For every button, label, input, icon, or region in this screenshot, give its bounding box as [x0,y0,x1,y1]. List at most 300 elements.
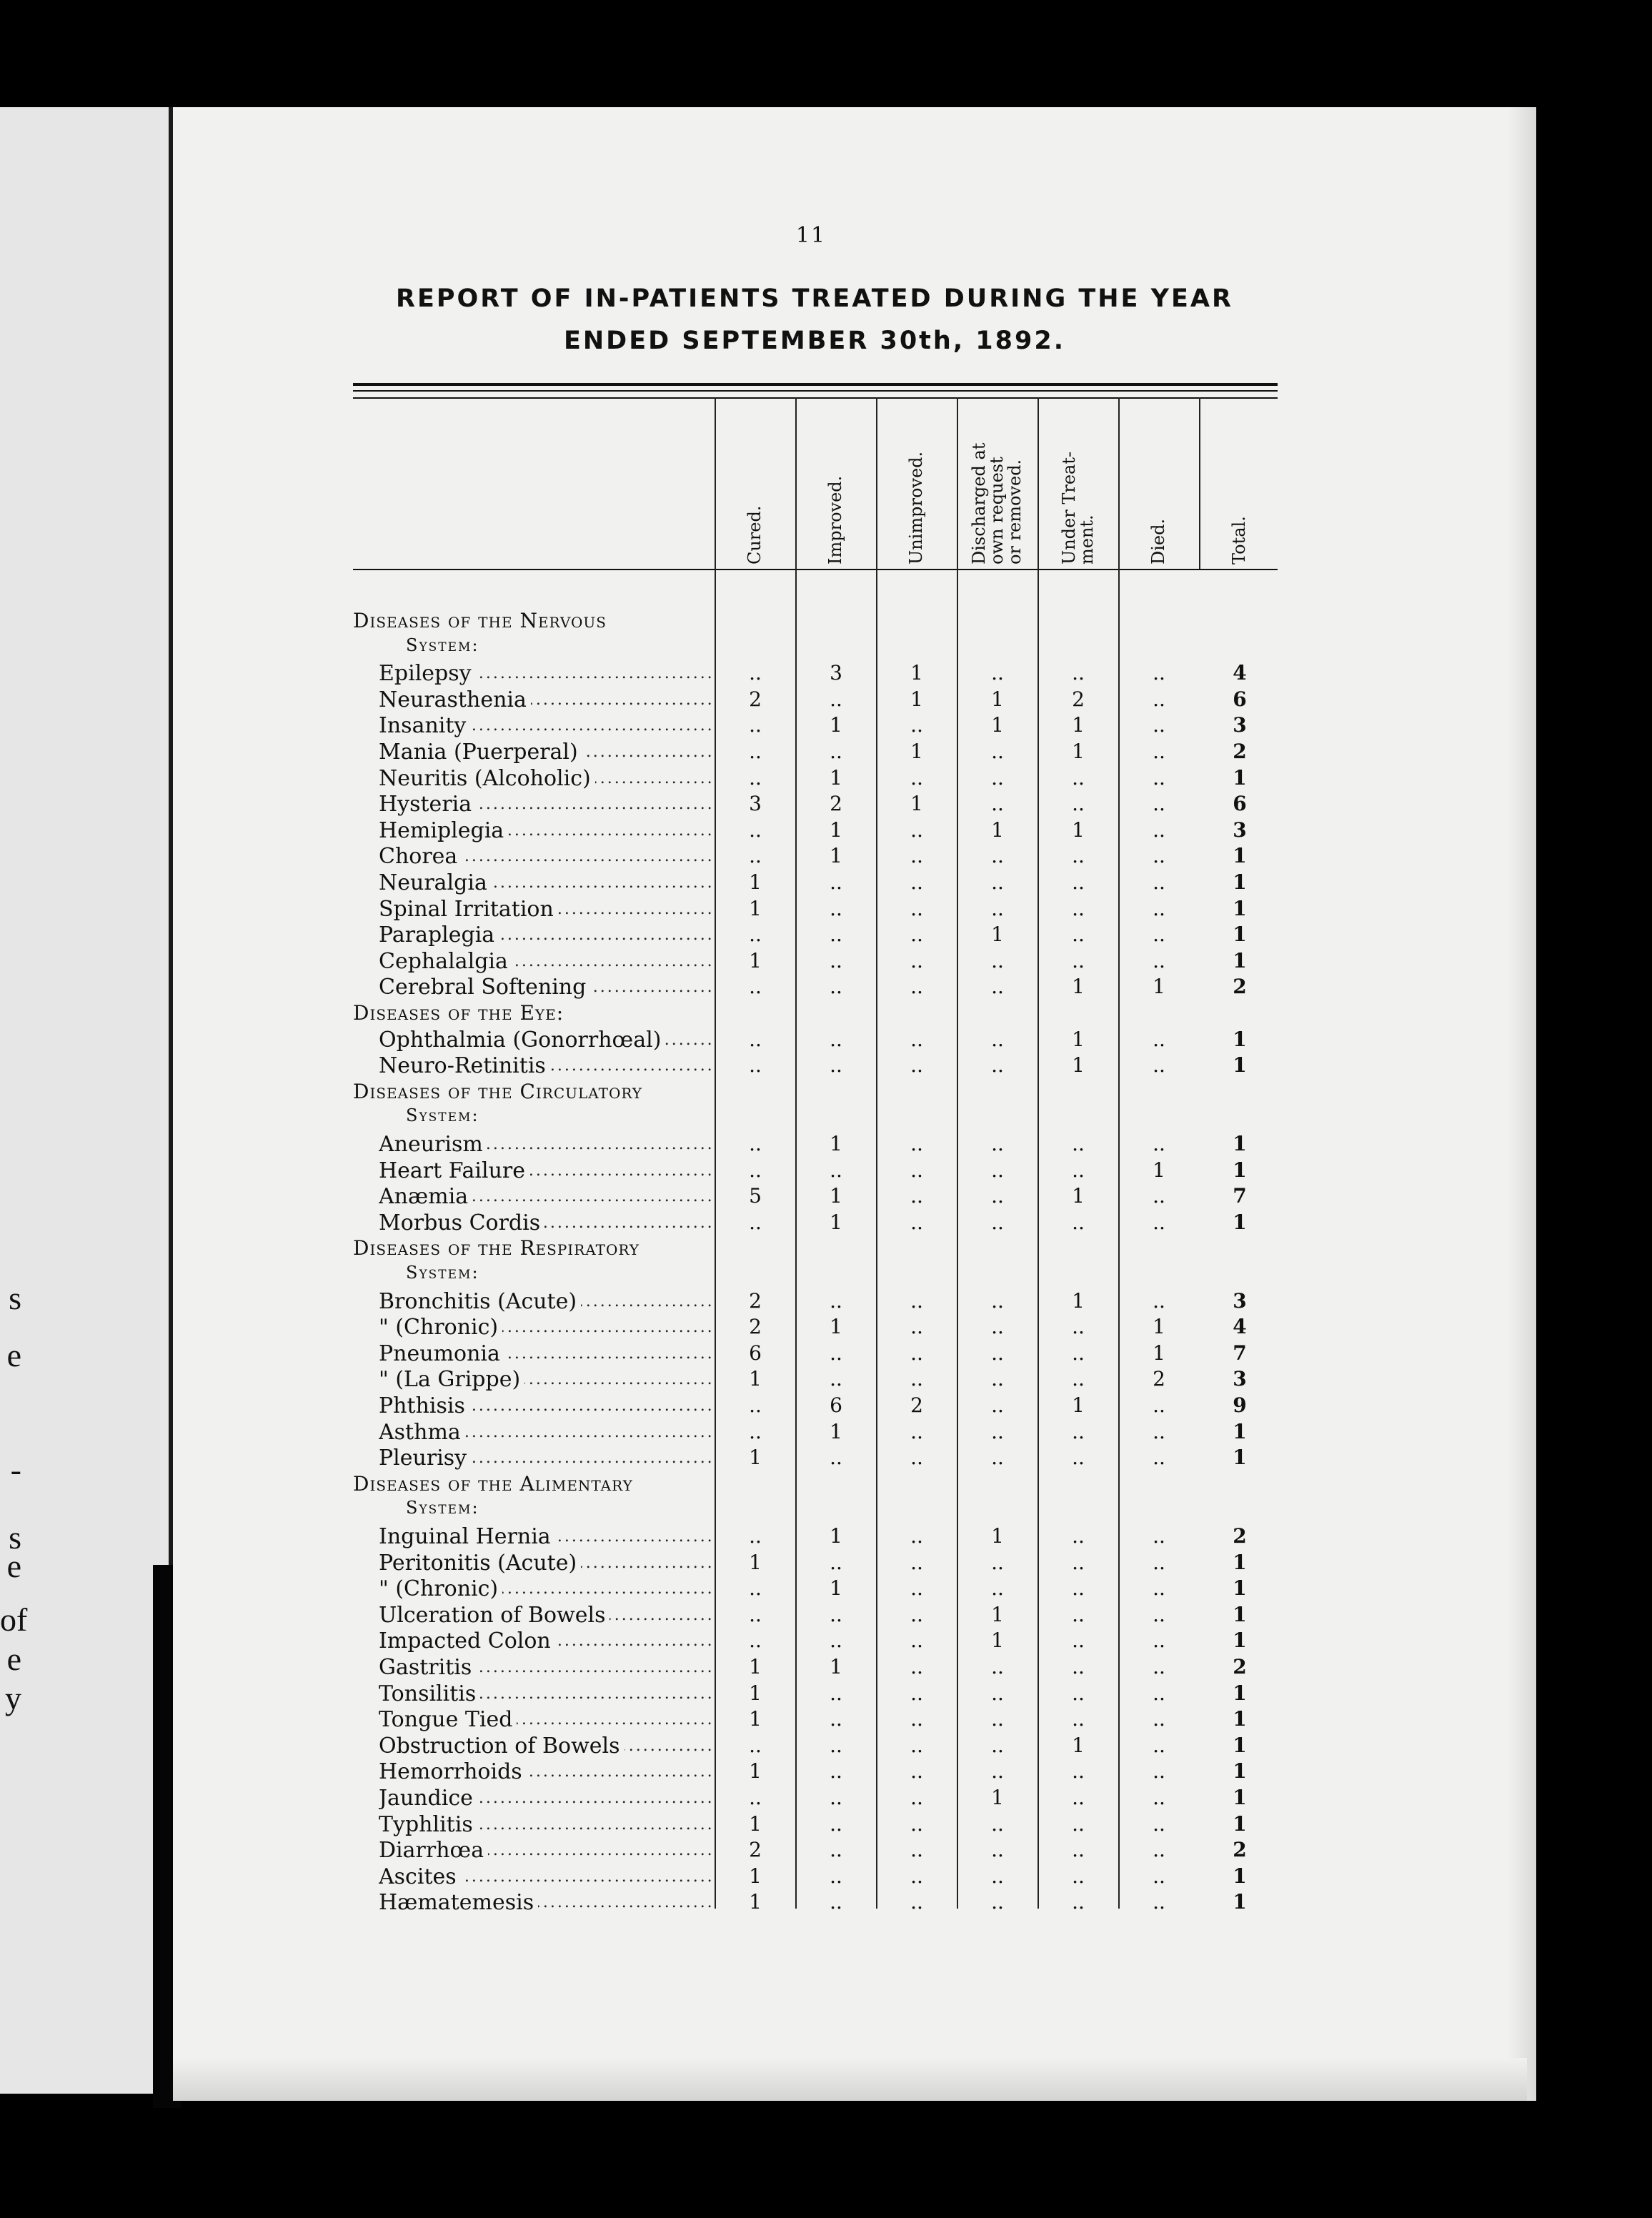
table-cell: .. [830,1158,842,1182]
table-cell: 1 [749,949,762,973]
disease-name: Cerebral Softening [379,975,590,1000]
table-cell: 1 [749,1367,762,1391]
table-cell: .. [991,1864,1004,1888]
table-cell: 1 [1072,1028,1085,1051]
disease-name: Typhlitis [379,1812,477,1837]
table-cell: .. [910,1028,923,1051]
category-subheading [0,1498,1652,1523]
table-cell: .. [749,975,762,998]
table-row [0,1053,1652,1079]
category-subheading [0,1105,1652,1131]
table-row [0,1551,1652,1576]
table-cell: 3 [1233,818,1247,842]
table-cell: .. [1153,1734,1165,1757]
table-cell: .. [910,975,923,998]
table-cell: .. [991,897,1004,920]
disease-label [379,1864,715,1889]
disease-name: Asthma [379,1420,465,1445]
table-cell: .. [749,661,762,685]
table-cell: .. [830,1864,842,1888]
category-subheading [0,635,1652,661]
table-cell: 1 [1233,1759,1247,1783]
table-cell: .. [1153,1524,1165,1548]
table-cell: .. [749,1420,762,1443]
top-rule [353,383,1278,386]
table-cell: .. [910,1628,923,1652]
category-heading [0,1236,1652,1262]
table-cell: 1 [1072,1053,1085,1077]
table-cell: .. [830,1707,842,1731]
table-cell: .. [1072,1864,1085,1888]
table-cell: .. [910,1786,923,1809]
table-cell: .. [1072,1759,1085,1783]
table-cell: .. [991,1289,1004,1313]
disease-label [379,1524,715,1549]
table-cell: .. [910,1132,923,1155]
table-cell: .. [1072,1655,1085,1679]
table-row [0,1576,1652,1602]
table-cell: 1 [830,1210,842,1234]
table-cell: .. [910,1576,923,1600]
table-cell: .. [1153,1053,1165,1077]
table-cell: .. [910,922,923,946]
table-cell: .. [1072,870,1085,894]
facing-page-glyph: e [6,1548,21,1584]
table-cell: 1 [1233,1576,1247,1600]
table-row [0,1420,1652,1446]
table-cell: .. [830,687,842,711]
disease-label [379,1053,715,1078]
table-cell: .. [991,661,1004,685]
table-cell: .. [830,1759,842,1783]
table-cell: 1 [1072,1184,1085,1208]
table-cell: .. [749,713,762,737]
table-cell: 1 [830,1576,842,1600]
table-cell: .. [830,1628,842,1652]
disease-label [379,792,715,817]
table-cell: .. [910,1524,923,1548]
table-cell: .. [830,740,842,763]
table-cell: .. [830,1890,842,1914]
table-cell: 1 [830,1420,842,1443]
disease-label [379,1158,715,1183]
table-cell: .. [910,1812,923,1836]
table-cell: .. [1153,844,1165,867]
table-cell: .. [1153,1812,1165,1836]
table-cell: .. [749,1628,762,1652]
table-cell: .. [1072,1628,1085,1652]
disease-name: Phthisis [379,1393,469,1418]
disease-name: Pneumonia [379,1341,504,1366]
facing-page-glyph: y [5,1680,21,1716]
table-cell: 2 [910,1393,923,1417]
table-cell: .. [1153,1838,1165,1861]
table-cell: .. [1153,818,1165,842]
facing-page-glyph: s [9,1280,21,1316]
report-subtitle: ENDED SEPTEMBER 30th, 1892. [563,327,1066,355]
table-cell: .. [1072,766,1085,790]
table-cell: .. [910,1367,923,1391]
table-cell: 3 [1233,1289,1247,1313]
table-cell: 1 [1233,1053,1247,1077]
table-cell: .. [830,1786,842,1809]
table-cell: 1 [749,1707,762,1731]
table-cell: .. [830,1446,842,1469]
category-heading-text: Diseases of the Circulatory [353,1080,643,1103]
disease-label [379,1289,715,1314]
disease-name: Aneurism [379,1132,487,1157]
disease-label [379,740,715,765]
table-cell: .. [1072,1132,1085,1155]
disease-name: Diarrhœa [379,1838,488,1863]
disease-label [379,1028,715,1053]
table-cell: 1 [991,713,1004,737]
table-cell: 1 [1233,844,1247,867]
table-cell: 1 [749,1759,762,1783]
table-cell: 1 [1233,1158,1247,1182]
table-cell: .. [1072,897,1085,920]
table-cell: 7 [1233,1184,1247,1208]
table-cell: .. [910,1289,923,1313]
table-cell: 6 [830,1393,842,1417]
table-cell: .. [1153,1890,1165,1914]
disease-label [379,1655,715,1680]
disease-name: Neuro-Retinitis [379,1053,550,1078]
table-row [0,1289,1652,1315]
disease-name: Ulceration of Bowels [379,1603,609,1628]
category-heading-text: Diseases of the Nervous [353,609,607,632]
table-cell: .. [910,870,923,894]
category-heading [0,609,1652,635]
table-cell: .. [1072,661,1085,685]
table-cell: .. [1153,1420,1165,1443]
table-cell: .. [749,1576,762,1600]
facing-page-glyph: of [0,1601,28,1638]
report-title: REPORT OF IN-PATIENTS TREATED DURING THE YEAR [396,284,1233,313]
table-cell: .. [991,844,1004,867]
table-cell: 1 [1233,1446,1247,1469]
table-cell: .. [910,1864,923,1888]
table-row [0,1759,1652,1785]
table-cell: .. [991,1210,1004,1234]
table-cell: .. [991,1367,1004,1391]
table-cell: .. [910,1341,923,1365]
disease-label [379,1812,715,1837]
table-cell: 2 [1233,975,1247,998]
table-cell: .. [991,740,1004,763]
table-cell: 1 [1233,1420,1247,1443]
table-cell: .. [1153,1628,1165,1652]
disease-label [379,1420,715,1445]
table-row [0,1524,1652,1550]
table-cell: .. [991,1446,1004,1469]
table-cell: .. [1153,1707,1165,1731]
facing-page-glyph: e [6,1641,21,1677]
table-cell: 1 [1233,870,1247,894]
table-cell: .. [991,1576,1004,1600]
table-cell: 1 [830,844,842,867]
table-cell: .. [910,1184,923,1208]
disease-label [379,1367,715,1392]
table-cell: .. [1072,1524,1085,1548]
disease-name: Mania (Puerperal) [379,740,582,765]
table-cell: .. [991,1681,1004,1705]
disease-name: Cephalalgia [379,949,512,974]
table-cell: 1 [830,713,842,737]
table-cell: 1 [1233,1628,1247,1652]
table-cell: .. [1153,1289,1165,1313]
table-row [0,1603,1652,1628]
table-cell: .. [749,818,762,842]
table-cell: 1 [830,1132,842,1155]
table-cell: .. [1153,1551,1165,1574]
table-cell: .. [910,818,923,842]
table-cell: 1 [749,1551,762,1574]
table-row [0,661,1652,687]
table-cell: .. [1072,1786,1085,1809]
disease-name: Heart Failure [379,1158,529,1183]
category-subheading [0,1263,1652,1288]
disease-label [379,975,715,1000]
column-header-label: Total. [1229,516,1249,565]
table-cell: .. [749,844,762,867]
table-cell: .. [1153,1864,1165,1888]
table-row [0,1890,1652,1916]
table-cell: 2 [1233,1524,1247,1548]
table-cell: 1 [1072,1734,1085,1757]
table-row [0,1681,1652,1707]
table-cell: .. [1153,870,1165,894]
disease-label [379,1576,715,1601]
table-cell: .. [1072,1576,1085,1600]
table-cell: .. [991,1551,1004,1574]
facing-page-glyph: - [10,1451,21,1488]
table-cell: .. [1153,1446,1165,1469]
table-cell: 1 [1072,740,1085,763]
table-cell: .. [749,740,762,763]
disease-name: Epilepsy [379,661,476,686]
table-cell: 1 [1072,818,1085,842]
table-cell: .. [910,1734,923,1757]
table-cell: .. [1072,844,1085,867]
table-cell: .. [991,1184,1004,1208]
category-heading-text: Diseases of the Respiratory [353,1236,640,1260]
table-cell: .. [991,1158,1004,1182]
table-cell: 1 [1072,1393,1085,1417]
table-cell: 1 [1072,1289,1085,1313]
table-cell: .. [830,1367,842,1391]
table-row [0,1446,1652,1471]
category-heading [0,1472,1652,1498]
table-cell: .. [749,1786,762,1809]
table-row [0,766,1652,792]
disease-label [379,1707,715,1732]
table-row [0,1184,1652,1210]
table-cell: 5 [749,1184,762,1208]
facing-page-glyph: s [9,1519,21,1556]
table-cell: .. [1153,792,1165,815]
table-cell: .. [749,1393,762,1417]
table-cell: .. [1153,1603,1165,1626]
table-cell: .. [1072,1681,1085,1705]
table-cell: 2 [749,1315,762,1338]
table-row [0,922,1652,948]
table-cell: .. [1072,1707,1085,1731]
disease-label [379,1838,715,1863]
disease-name: Obstruction of Bowels [379,1734,625,1759]
table-cell: 2 [749,1838,762,1861]
table-row [0,844,1652,870]
table-cell: .. [1153,1576,1165,1600]
table-cell: .. [830,1734,842,1757]
table-cell: .. [1072,1158,1085,1182]
header-bottom-rule [353,569,1278,570]
table-cell: .. [830,1289,842,1313]
table-row [0,1210,1652,1236]
disease-name: Gastritis [379,1655,476,1680]
table-row [0,1864,1652,1890]
table-cell: 2 [830,792,842,815]
page-number: 11 [795,223,827,248]
table-cell: .. [991,870,1004,894]
table-cell: 1 [830,1184,842,1208]
table-cell: 1 [830,1315,842,1338]
disease-name: Hysteria [379,792,476,817]
table-cell: 9 [1233,1393,1247,1417]
table-cell: .. [910,949,923,973]
disease-name: Anæmia [379,1184,472,1209]
table-cell: .. [991,1655,1004,1679]
table-row [0,740,1652,765]
disease-name: Peritonitis (Acute) [379,1551,581,1576]
table-cell: .. [830,1341,842,1365]
table-cell: .. [991,975,1004,998]
disease-label [379,1786,715,1811]
table-row [0,897,1652,922]
table-cell: .. [910,844,923,867]
table-cell: 1 [1233,766,1247,790]
category-subheading-text: System: [406,1498,479,1518]
table-row [0,1132,1652,1158]
category-heading [0,1001,1652,1027]
disease-name: Chorea [379,844,462,869]
table-cell: .. [1153,1759,1165,1783]
table-cell: .. [991,1315,1004,1338]
disease-name: Jaundice [379,1786,477,1811]
table-cell: 2 [1233,740,1247,763]
disease-name: " (Chronic) [379,1315,502,1340]
table-cell: 1 [910,792,923,815]
table-row [0,1367,1652,1393]
table-cell: .. [830,1551,842,1574]
table-cell: .. [991,1707,1004,1731]
facing-page-glyph: e [6,1337,21,1373]
disease-label [379,870,715,895]
column-header-label: Discharged at own request or removed. [969,442,1025,565]
table-cell: .. [749,922,762,946]
table-cell: .. [910,1315,923,1338]
disease-name: Insanity [379,713,470,738]
table-cell: .. [1153,1786,1165,1809]
table-cell: .. [1072,1341,1085,1365]
disease-label [379,1603,715,1628]
table-cell: 1 [749,870,762,894]
table-cell: .. [991,1890,1004,1914]
table-cell: 1 [910,661,923,685]
table-cell: .. [1072,1890,1085,1914]
disease-label [379,1210,715,1235]
disease-label [379,1184,715,1209]
table-cell: 1 [991,1786,1004,1809]
category-subheading-text: System: [406,1263,479,1283]
table-row [0,1158,1652,1184]
table-cell: 2 [1072,687,1085,711]
table-cell: .. [1072,922,1085,946]
table-cell: .. [1153,713,1165,737]
disease-name: Paraplegia [379,922,499,948]
table-cell: .. [991,949,1004,973]
disease-name: Bronchitis (Acute) [379,1289,581,1314]
table-row [0,818,1652,844]
category-subheading-text: System: [406,1105,479,1125]
table-cell: 7 [1233,1341,1247,1365]
disease-label [379,1551,715,1576]
table-cell: 1 [1153,1158,1165,1182]
disease-name: Hæmatemesis [379,1890,538,1915]
table-cell: .. [830,1053,842,1077]
table-cell: 1 [1153,1315,1165,1338]
table-cell: 1 [991,1628,1004,1652]
table-cell: 1 [749,1681,762,1705]
disease-label [379,1628,715,1653]
disease-label [379,766,715,791]
column-header-label: Improved. [825,475,845,565]
table-cell: .. [830,922,842,946]
table-cell: 2 [1153,1367,1165,1391]
table-row [0,1707,1652,1733]
table-cell: .. [749,1524,762,1548]
table-cell: .. [991,1812,1004,1836]
disease-name: Inguinal Hernia [379,1524,555,1549]
table-row [0,1655,1652,1681]
disease-name: Tonsilitis [379,1681,480,1706]
table-cell: 1 [749,897,762,920]
table-cell: .. [830,1812,842,1836]
disease-label [379,1890,715,1915]
disease-name: Neuralgia [379,870,492,895]
disease-label [379,1315,715,1340]
table-cell: .. [749,766,762,790]
table-cell: .. [1072,1420,1085,1443]
table-row [0,1028,1652,1053]
disease-name: " (Chronic) [379,1576,502,1601]
table-cell: 1 [749,1864,762,1888]
table-row [0,1393,1652,1419]
table-cell: 1 [1233,1603,1247,1626]
table-row [0,870,1652,896]
table-cell: .. [830,897,842,920]
column-header-label: Cured. [745,505,765,565]
table-cell: .. [749,1053,762,1077]
table-cell: 6 [1233,792,1247,815]
header-rule [353,397,1278,399]
disease-label [379,1132,715,1157]
table-cell: 1 [1233,922,1247,946]
table-cell: .. [1153,949,1165,973]
table-cell: .. [910,713,923,737]
disease-label [379,897,715,922]
table-cell: .. [910,1446,923,1469]
